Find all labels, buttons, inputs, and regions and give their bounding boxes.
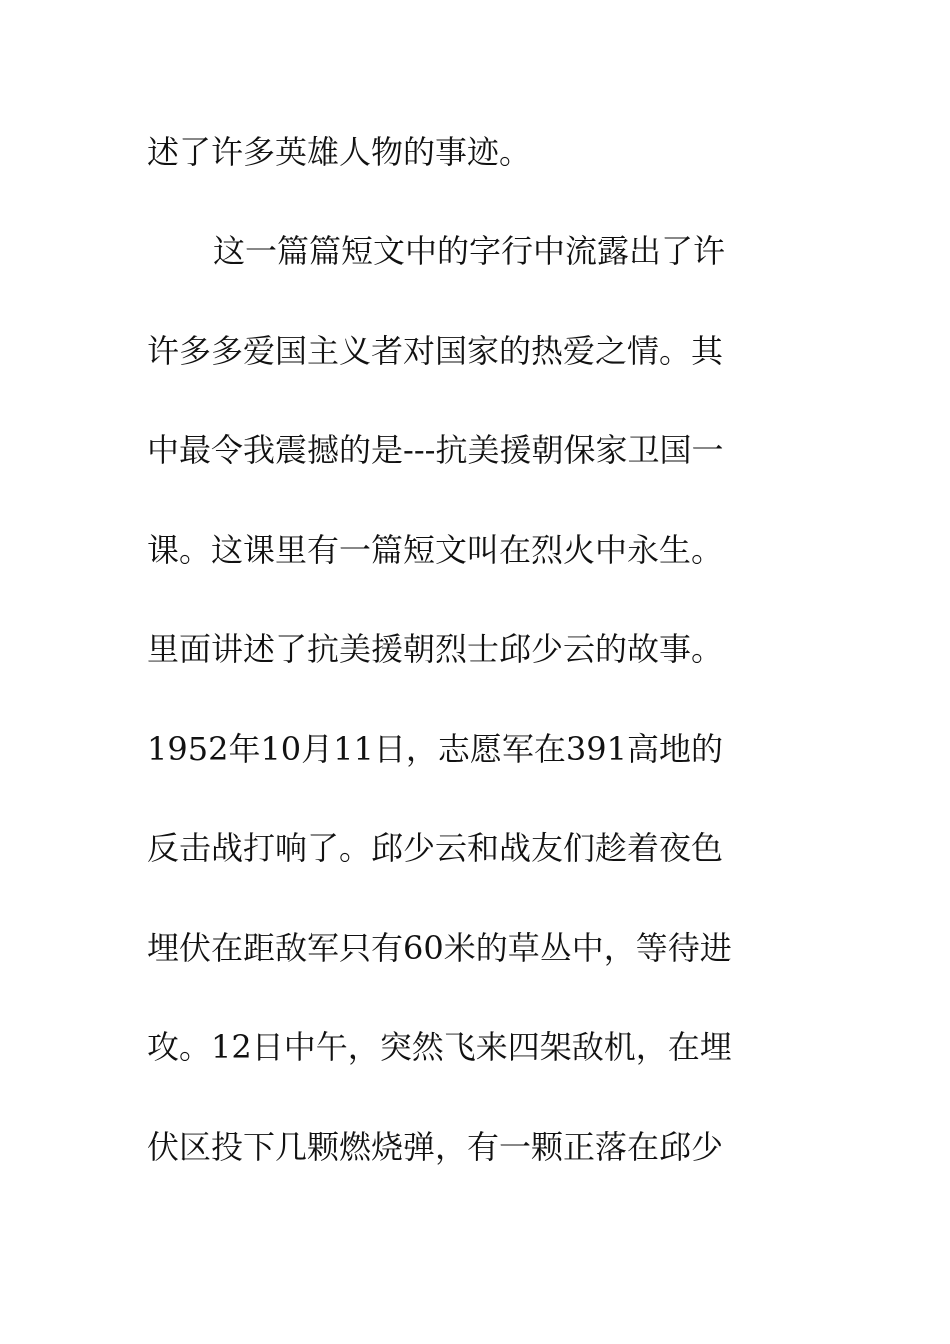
text-line: 许多多爱国主义者对国家的热爱之情。其 — [147, 332, 724, 370]
text-line: 里面讲述了抗美援朝烈士邱少云的故事。 — [147, 630, 724, 668]
text-line: 1952年10月11日，志愿军在391高地的 — [147, 730, 723, 768]
text-line: 中最令我震撼的是---抗美援朝保家卫国一 — [147, 431, 724, 469]
text-line: 课。这课里有一篇短文叫在烈火中永生。 — [147, 531, 724, 569]
text-line: 伏区投下几颗燃烧弹，有一颗正落在邱少 — [147, 1128, 724, 1166]
text-line: 埋伏在距敌军只有60米的草丛中，等待进 — [147, 929, 732, 967]
text-line: 述了许多英雄人物的事迹。 — [147, 133, 532, 171]
text-line: 攻。12日中午，突然飞来四架敌机，在埋 — [147, 1028, 732, 1066]
text-line: 反击战打响了。邱少云和战友们趁着夜色 — [147, 829, 724, 867]
text-line: 这一篇篇短文中的字行中流露出了许 — [213, 232, 726, 270]
